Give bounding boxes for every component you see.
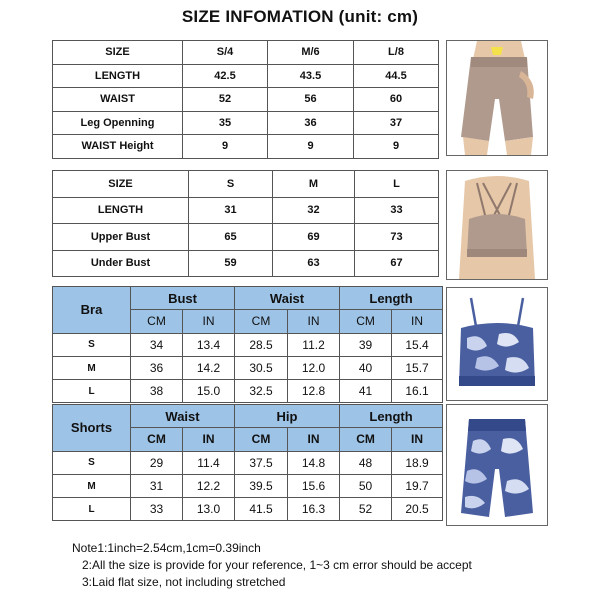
table-row: [53, 224, 439, 251]
bra-cm-in-table: [52, 286, 443, 403]
cell: 18.9: [392, 451, 443, 474]
group-header: Length: [340, 405, 443, 428]
cell: 15.0: [183, 380, 235, 403]
unit-header: CM: [131, 310, 183, 333]
cell: 9: [354, 135, 439, 159]
cell: 44.5: [354, 64, 439, 88]
cell: 12.8: [288, 380, 340, 403]
cell: 14.2: [183, 356, 235, 379]
cell: 43.5: [268, 64, 354, 88]
unit-header: CM: [131, 428, 183, 451]
shorts-cm-in-table: [52, 404, 443, 521]
cell: 52: [340, 498, 392, 521]
cell: 50: [340, 474, 392, 497]
cell: 11.4: [183, 451, 235, 474]
table-row: [53, 250, 439, 277]
cell: 31: [189, 197, 273, 224]
cell: 9: [183, 135, 268, 159]
cell: 12.0: [288, 356, 340, 379]
row-label: Under Bust: [53, 250, 189, 277]
group-header-row: [53, 405, 443, 428]
header-cell: SIZE: [53, 41, 183, 65]
taupe-bra-photo: [446, 170, 548, 280]
row-label: LENGTH: [53, 64, 183, 88]
table-row: [53, 135, 439, 159]
size-label: S: [53, 333, 131, 356]
cell: 41: [340, 380, 392, 403]
unit-header: CM: [235, 428, 288, 451]
table-row: [53, 498, 443, 521]
table-header-row: [53, 41, 439, 65]
cell: 13.4: [183, 333, 235, 356]
shorts-size-table: [52, 40, 439, 159]
size-label: S: [53, 451, 131, 474]
note-line: 3:Laid flat size, not including stretched: [82, 575, 286, 589]
cell: 20.5: [392, 498, 443, 521]
cell: 34: [131, 333, 183, 356]
cell: 73: [355, 224, 439, 251]
group-header-row: [53, 287, 443, 310]
table-row: [53, 197, 439, 224]
tiedye-bra-photo: [446, 287, 548, 401]
notes: [72, 540, 472, 591]
bra-label: Bra: [53, 287, 131, 334]
shorts-image: [447, 41, 547, 155]
table-header-row: [53, 171, 439, 198]
cell: 32.5: [235, 380, 288, 403]
size-label: L: [53, 498, 131, 521]
group-header: Bust: [131, 287, 235, 310]
size-label: M: [53, 356, 131, 379]
group-header: Waist: [131, 405, 235, 428]
table-row: [53, 333, 443, 356]
row-label: WAIST Height: [53, 135, 183, 159]
cell: 56: [268, 88, 354, 112]
cell: 39: [340, 333, 392, 356]
cell: 30.5: [235, 356, 288, 379]
table-row: [53, 88, 439, 112]
cell: 28.5: [235, 333, 288, 356]
cell: 40: [340, 356, 392, 379]
cell: 67: [355, 250, 439, 277]
row-label: Upper Bust: [53, 224, 189, 251]
cell: 16.3: [288, 498, 340, 521]
bra-image: [447, 171, 547, 279]
unit-header: IN: [183, 310, 235, 333]
table-row: [53, 111, 439, 135]
unit-header: IN: [392, 428, 443, 451]
table-row: [53, 64, 439, 88]
cell: 15.4: [392, 333, 443, 356]
unit-header: CM: [340, 428, 392, 451]
cell: 37.5: [235, 451, 288, 474]
cell: 63: [273, 250, 355, 277]
row-label: Leg Openning: [53, 111, 183, 135]
cell: 14.8: [288, 451, 340, 474]
cell: 32: [273, 197, 355, 224]
table-row: [53, 356, 443, 379]
header-cell: M/6: [268, 41, 354, 65]
cell: 36: [131, 356, 183, 379]
row-label: WAIST: [53, 88, 183, 112]
cell: 59: [189, 250, 273, 277]
cell: 41.5: [235, 498, 288, 521]
table-row: [53, 474, 443, 497]
shorts-label: Shorts: [53, 405, 131, 452]
cell: 16.1: [392, 380, 443, 403]
cell: 31: [131, 474, 183, 497]
group-header: Length: [340, 287, 443, 310]
cell: 11.2: [288, 333, 340, 356]
header-cell: M: [273, 171, 355, 198]
header-cell: L: [355, 171, 439, 198]
table-row: [53, 380, 443, 403]
unit-header: CM: [340, 310, 392, 333]
group-header: Waist: [235, 287, 340, 310]
unit-header: CM: [235, 310, 288, 333]
cell: 33: [131, 498, 183, 521]
unit-header: IN: [288, 428, 340, 451]
cell: 52: [183, 88, 268, 112]
tiedye-shorts-photo: [446, 404, 548, 526]
unit-header: IN: [183, 428, 235, 451]
row-label: LENGTH: [53, 197, 189, 224]
cell: 39.5: [235, 474, 288, 497]
note-line: Note1:1inch=2.54cm,1cm=0.39inch: [72, 541, 261, 555]
cell: 69: [273, 224, 355, 251]
cell: 29: [131, 451, 183, 474]
size-label: M: [53, 474, 131, 497]
bra-size-table: [52, 170, 439, 277]
header-cell: SIZE: [53, 171, 189, 198]
taupe-shorts-photo: [446, 40, 548, 156]
cell: 36: [268, 111, 354, 135]
unit-header: IN: [392, 310, 443, 333]
header-cell: S/4: [183, 41, 268, 65]
cell: 13.0: [183, 498, 235, 521]
cell: 37: [354, 111, 439, 135]
cell: 33: [355, 197, 439, 224]
cell: 12.2: [183, 474, 235, 497]
table-row: [53, 451, 443, 474]
cell: 19.7: [392, 474, 443, 497]
group-header: Hip: [235, 405, 340, 428]
note-line: 2:All the size is provide for your reference, 1~3 cm error should be accept: [82, 558, 472, 572]
unit-header: IN: [288, 310, 340, 333]
header-cell: S: [189, 171, 273, 198]
cell: 15.6: [288, 474, 340, 497]
tiedye-shorts-image: [447, 405, 547, 525]
cell: 60: [354, 88, 439, 112]
tiedye-bra-image: [447, 288, 547, 400]
cell: 35: [183, 111, 268, 135]
page-title: SIZE INFOMATION (unit: cm): [181, 7, 419, 26]
header-cell: L/8: [354, 41, 439, 65]
cell: 9: [268, 135, 354, 159]
cell: 38: [131, 380, 183, 403]
cell: 42.5: [183, 64, 268, 88]
cell: 65: [189, 224, 273, 251]
cell: 15.7: [392, 356, 443, 379]
size-label: L: [53, 380, 131, 403]
cell: 48: [340, 451, 392, 474]
